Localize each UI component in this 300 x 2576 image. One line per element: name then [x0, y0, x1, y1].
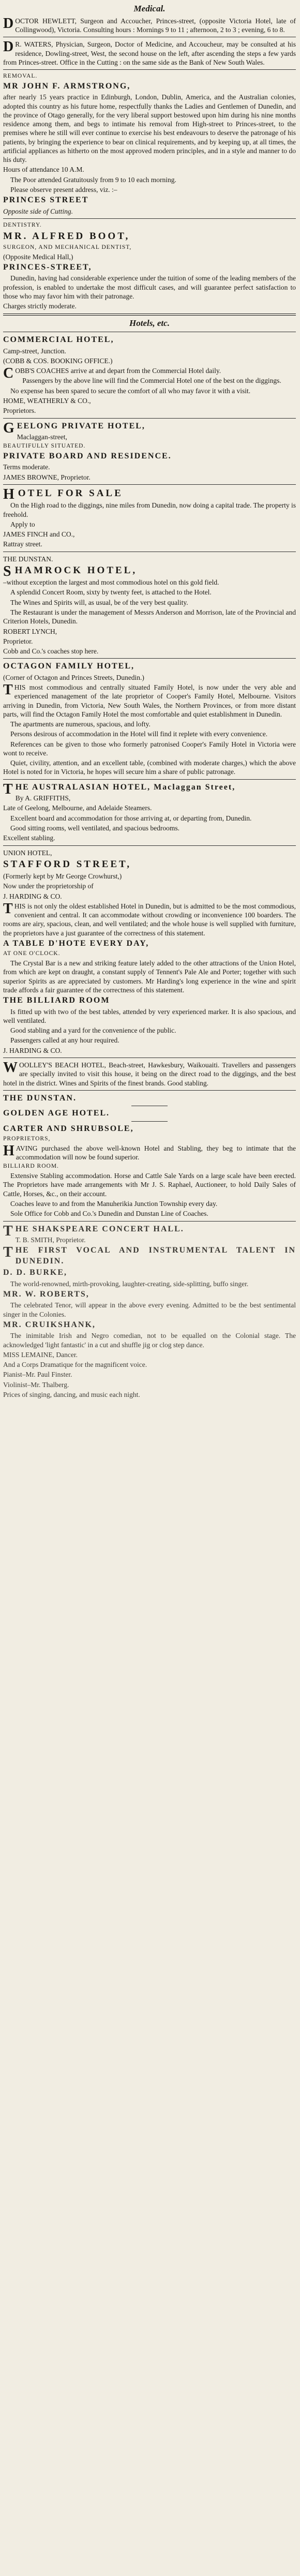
divider — [131, 1121, 168, 1122]
ad-union-time: AT ONE O'CLOCK. — [3, 950, 61, 957]
ad-octagon-quiet: Quiet, civility, attention, and an excellent table, (combined with moderate charges,) which the above Hotel is noted for in Victoria, he hopes will secure him a share of public patronage. — [3, 759, 296, 776]
ad-boot-street: PRINCES-STREET, — [3, 262, 92, 272]
ad-union-billiard-text: Is fitted up with two of the best tables, attended by very experienced marker. It is also spacious, and well ventilated. — [3, 1007, 296, 1024]
ad-golden-age — [3, 1093, 296, 1218]
ad-armstrong-observe: Please observe present address, viz. :– — [10, 185, 117, 193]
divider — [3, 779, 296, 780]
ad-commercial-name: COMMERCIAL HOTEL, — [3, 335, 114, 345]
ad-commercial — [3, 335, 296, 415]
ad-shamrock-restaurant: The Restaurant is under the management of Messrs Anderson and Morrison, late of the Provincial and Criterion Hotels, Dunedin. — [3, 608, 296, 626]
ad-armstrong-street: PRINCES STREET — [3, 196, 89, 205]
ad-australasian-rooms: Good sitting rooms, well ventilated, and spacious bedrooms. — [10, 824, 179, 832]
ad-armstrong-hours: Hours of attendance 10 A.M. — [3, 166, 84, 174]
ad-shakspeare-proprietor: T. B. SMITH, Proprietor. — [15, 1235, 86, 1244]
ad-union-now: Now under the proprietorship of — [3, 882, 94, 890]
ad-boot-body: Dunedin, having had considerable experience under the tuition of some of the leading members of the profession, is enabled to undertake the most difficult cases, and will guarantee perfect satisfaction to those who may favor him with their patronage. — [3, 274, 296, 300]
ad-union-stabling: Good stabling and a yard for the convenience of the public. — [10, 1026, 176, 1035]
ad-shamrock-coaches: Cobb and Co.'s coaches stop here. — [3, 647, 99, 656]
ad-australasian-by: By A. GRIFFITHS, — [15, 794, 71, 802]
ad-shakspeare-lemaine: MISS LEMAINE, Dancer. — [3, 1350, 78, 1359]
ad-golden-office: Sole Office for Cobb and Co.'s Dunedin and Dunstan Line of Coaches. — [10, 1210, 208, 1218]
ad-commercial-proprietors: Proprietors. — [3, 407, 36, 415]
divider — [3, 658, 296, 659]
ad-shakspeare-burke: D. D. BURKE, — [3, 1268, 68, 1277]
ad-hotel-sale-heading: HOTEL FOR SALE — [3, 486, 123, 502]
ad-shamrock-wines: The Wines and Spirits will, as usual, be of the very best quality. — [10, 598, 188, 606]
ad-shamrock-concert: A splendid Concert Room, sixty by twenty feet, is attached to the Hotel. — [10, 588, 212, 597]
ad-armstrong-body: after nearly 15 years practice in Edinburgh, London, Dublin, America, and the Australian colonies, adopted this country as his future home, respectfully thanks the Ladies and Gentlemen of Dunedin, and the province of Otago generally, for the very liberal support bestowed upon him during his nine months residence among them, and begs to intimate his removal from High-street to Princes-street, to the premises where he still will ever continue to exercise his best endeavours to deserve the patronage of his patients, by bringing the experience to bear on clinical requirements, and by keeping up, at all times, the artificial appliances as hitherto on the most approved modern principles, and in a style and manner to do his duty. — [3, 93, 296, 164]
ad-union-passengers: Passengers called at any hour required. — [10, 1036, 119, 1045]
ad-shamrock-owner: ROBERT LYNCH, — [3, 627, 57, 635]
ad-geelong — [3, 421, 296, 482]
ad-union-name: UNION HOTEL, — [3, 848, 52, 857]
ad-shamrock-name: SHAMROCK HOTEL, — [3, 563, 138, 579]
ad-shakspeare — [3, 1224, 296, 1399]
ad-australasian-stabling: Excellent stabling. — [3, 834, 55, 842]
ad-commercial-street: Camp-street, Junction. — [3, 347, 66, 355]
ad-octagon-name: OCTAGON FAMILY HOTEL, — [3, 662, 135, 671]
ad-geelong-name: GEELONG PRIVATE HOTEL, — [3, 420, 145, 436]
ad-golden-coaches: Coaches leave to and from the Manuherikia Junction Township every day. — [10, 1199, 218, 1208]
ad-boot-name: MR. ALFRED BOOT, — [3, 230, 130, 242]
ad-commercial-expense: No expense has been spared to secure the comfort of all who may favor it with a visit. — [10, 386, 251, 395]
ad-hotel-sale-body: On the High road to the diggings, nine miles from Dunedin, now doing a capital trade. The property is freehold. — [3, 501, 296, 518]
ad-shakspeare-talent: THE FIRST VOCAL AND INSTRUMENTAL TALENT IN DUNEDIN. — [3, 1244, 296, 1265]
ad-geelong-board: PRIVATE BOARD AND RESIDENCE. — [3, 452, 172, 460]
medical-section-heading: Medical. — [133, 4, 166, 13]
ad-boot — [3, 221, 296, 311]
ad-commercial-office: (COBB & COS. BOOKING OFFICE.) — [3, 356, 113, 365]
ad-union-table: A TABLE D'HOTE EVERY DAY, — [3, 939, 149, 948]
ad-octagon-apartments: The apartments are numerous, spacious, and lofty. — [10, 720, 151, 728]
ad-commercial-passengers: Passengers by the above line will find the Commercial Hotel one of the best on the diggings. — [22, 377, 281, 385]
ad-octagon-references: References can be given to those who formerly patronised Cooper's Family Hotel in Victoria were wont to receive. — [3, 740, 296, 757]
divider — [3, 484, 296, 485]
ad-union-body: THIS is not only the oldest established Hotel in Dunedin, but is admitted to be the most commodious, convenient and central. It can accommodate without crowding or inconvenience 100 boarders. The rooms are airy, spacious, clean, and well ventilated; and the whole house is well supplied with furniture, the proprietors have a just guarantee of the correctness of this statement. — [3, 900, 296, 937]
ad-golden-kicker: THE DUNSTAN. — [3, 1093, 77, 1103]
ad-shakspeare-burke-text: The world-renowned, mirth-provoking, laughter-creating, side-splitting, buffo singer. — [10, 1279, 249, 1288]
ad-boot-kicker: DENTISTRY. — [3, 221, 42, 228]
ad-shamrock-intro: –without exception the largest and most commodious hotel on this gold field. — [3, 578, 219, 587]
ad-union — [3, 848, 296, 1055]
ad-armstrong-poor: The Poor attended Gratuitously from 9 to 10 each morning. — [10, 175, 176, 184]
ad-boot-title: SURGEON, AND MECHANICAL DENTIST, — [3, 244, 132, 250]
ad-hotel-sale — [3, 487, 296, 549]
ad-union-billiard: THE BILLIARD ROOM — [3, 996, 110, 1005]
ad-australasian-board: Excellent board and accommodation for those arriving at, or departing from, Dunedin. — [10, 814, 252, 822]
ad-shakspeare-cruikshank: MR. CRUIKSHANK, — [3, 1320, 96, 1329]
ad-waters — [3, 40, 296, 67]
divider — [3, 69, 296, 70]
ad-octagon-persons: Persons desirous of accommodation in the Hotel will find it replete with every convenience. — [10, 730, 268, 738]
ad-hewlett-text: DOCTOR HEWLETT, Surgeon and Accoucher, Princes-street, (opposite Victoria Hotel, late of Collingwood), Victoria. Consulting hours : Mornings 9 to 11 ; afternoon, 2 to 3 ; evening, 6 to 8. — [3, 15, 296, 34]
ad-hotel-sale-street: Rattray street. — [3, 540, 42, 548]
ad-commercial-owners: HOME, WEATHERLY & CO., — [3, 397, 91, 405]
ad-armstrong-name: MR JOHN F. ARMSTRONG, — [3, 81, 131, 91]
ad-woolley-text: WOOLLEY'S BEACH HOTEL, Beach-street, Hawkesbury, Waikouaiti. Travellers and passengers are specially invited to visit this house, it being on the direct road to the diggings, and the best hotel in the district. Wines and Spirits of the finest brands. Good stabling. — [3, 1060, 296, 1087]
ad-australasian-name: THE AUSTRALASIAN HOTEL, Maclaggan Street, — [3, 781, 236, 797]
ad-shamrock-kicker: THE DUNSTAN. — [3, 555, 53, 563]
ad-armstrong-kicker: REMOVAL. — [3, 73, 38, 80]
ad-waters-text: DR. WATERS, Physician, Surgeon, Doctor of Medicine, and Accoucheur, may be consulted at his residence, Dowling-street, West, the second house on the left, after ascending the steps a few yards from Princes-street. Office in the Cutting : on the same side as the Bank of New South Wales. — [3, 39, 296, 66]
ad-union-crystal: The Crystal Bar is a new and striking feature lately added to the other attractions of the Union Hotel, from which are kept on draught, a constant supply of Tennent's Pale Ale and Porter; together with such superior Spirits as are appreciated by customers. Mr Harding's long experience in the wine and spirit trade affords a fair guarantee of the correctness of this statement. — [3, 959, 296, 994]
ad-shakspeare-cruikshank-text: The inimitable Irish and Negro comedian, not to be equalled on the Colonial stage. The acknowledged 'light fantastic' in a cut and shuffle jig or clog step dance. — [3, 1332, 296, 1349]
ad-shakspeare-corps: And a Corps Dramatique for the magnificent voice. — [3, 1361, 147, 1369]
ad-australasian-late: Late of Geelong, Melbourne, and Adelaide Steamers. — [3, 804, 152, 812]
ad-shakspeare-roberts-text: The celebrated Tenor, will appear in the above every evening. Admitted to be the best sentimental singer in the Colonies. — [3, 1301, 296, 1318]
ad-union-street: STAFFORD STREET, — [3, 858, 132, 870]
ad-octagon — [3, 661, 296, 776]
ad-woolley — [3, 1061, 296, 1088]
ad-geelong-street: Maclaggan-street, — [17, 433, 67, 441]
divider — [3, 418, 296, 419]
divider — [3, 845, 296, 846]
ad-hotel-sale-apply: Apply to — [10, 520, 35, 528]
ad-australasian — [3, 782, 296, 843]
ad-armstrong-opposite: Opposite side of Cutting. — [3, 207, 73, 215]
ad-union-formerly: (Formerly kept by Mr George Crowhurst,) — [3, 872, 122, 881]
ad-shamrock-proprietor: Proprietor. — [3, 637, 33, 645]
ad-octagon-body: THIS most commodious and centrally situated Family Hotel, is now under the very able and experienced management of the late proprietor of Cooper's Family Hotel, Melbourne. Visitors arriving in Dunedin, from Victoria, New South Wales, the Northern Provinces, or from more distant parts, will find the Octagon Family Hotel the most comfortable and quiet establishment in Dunedin. — [3, 682, 296, 718]
ad-golden-proprietors: PROPRIETORS, — [3, 1136, 51, 1142]
ad-octagon-corner: (Corner of Octagon and Princes Streets, Dunedin.) — [3, 673, 144, 681]
ad-golden-stabling: Extensive Stabling accommodation. Horse and Cattle Sale Yards on a large scale have been erected. The Proprietors have made arrangements with Mr J. S. Raphael, Auctioneer, to hold Daily Sales of Cattle, Horses, &c., on their account. — [3, 1172, 296, 1198]
divider — [3, 1221, 296, 1222]
ad-golden-billiard: BILLIARD ROOM. — [3, 1163, 59, 1170]
ad-commercial-coaches: COBB'S COACHES arrive at and depart from the Commercial Hotel daily. — [3, 365, 221, 382]
divider — [3, 218, 296, 219]
ad-shakspeare-roberts: MR. W. ROBERTS, — [3, 1289, 89, 1299]
divider — [3, 1090, 296, 1091]
ad-union-owners: J. HARDING & CO. — [3, 892, 62, 900]
section-divider — [3, 314, 296, 316]
ad-armstrong — [3, 72, 296, 216]
ad-hotel-sale-agent: JAMES FINCH and CO., — [3, 530, 75, 539]
ad-boot-opposite: (Opposite Medical Hall,) — [3, 252, 73, 261]
ad-boot-charges: Charges strictly moderate. — [3, 302, 77, 310]
ad-golden-name: GOLDEN AGE HOTEL. — [3, 1109, 110, 1118]
ad-golden-body: HAVING purchased the above well-known Hotel and Stabling, they beg to intimate that the accommodation will now be found superior. — [3, 1142, 296, 1162]
ad-shakspeare-name: THE SHAKSPEARE CONCERT HALL. — [3, 1223, 184, 1239]
ad-geelong-terms: Terms moderate. — [3, 463, 50, 471]
ad-shakspeare-violinist: Violinist–Mr. Thalberg. — [3, 1380, 69, 1389]
ad-geelong-situated: BEAUTIFULLY SITUATED. — [3, 443, 86, 450]
ad-geelong-proprietor: JAMES BROWNE, Proprietor. — [3, 473, 91, 481]
ad-hewlett — [3, 17, 296, 35]
ad-union-signature: J. HARDING & CO. — [3, 1046, 62, 1054]
ad-shamrock — [3, 555, 296, 656]
ad-shakspeare-prices: Prices of singing, dancing, and music each night. — [3, 1390, 140, 1398]
hotels-section-heading: Hotels, etc. — [129, 318, 170, 329]
ad-shakspeare-pianist: Pianist–Mr. Paul Finster. — [3, 1371, 72, 1379]
ad-golden-owners: CARTER AND SHRUBSOLE, — [3, 1124, 134, 1133]
